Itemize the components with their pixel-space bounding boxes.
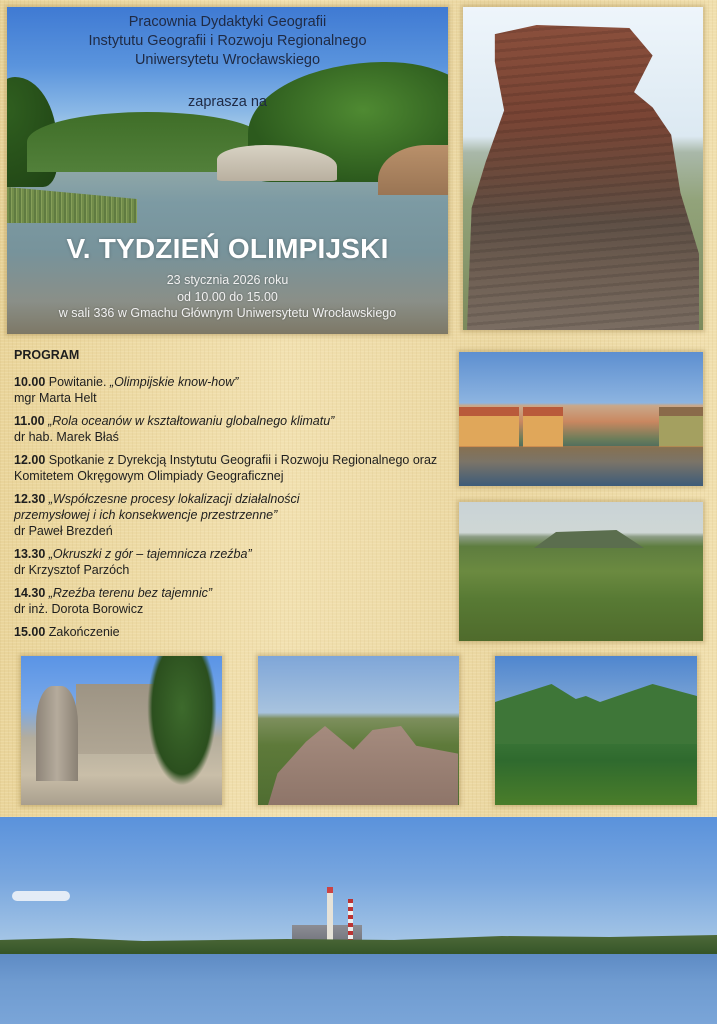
chimney-shape	[327, 887, 333, 947]
event-details	[7, 272, 448, 322]
item-speaker: dr Krzysztof Parzóch	[14, 563, 130, 577]
building-shape	[523, 407, 563, 447]
item-time: 11.00	[14, 414, 45, 428]
castle-photo	[21, 656, 222, 805]
item-time: 14.30	[14, 586, 46, 600]
item-time: 12.30	[14, 492, 46, 506]
mountains-photo	[495, 656, 697, 805]
program-heading: PROGRAM	[14, 348, 80, 362]
item-time: 13.30	[14, 547, 46, 561]
institution-line: Pracownia Dydaktyki Geografii	[128, 14, 327, 30]
program-item	[14, 624, 444, 640]
institution-block	[7, 13, 448, 70]
event-date: 23 stycznia 2026 roku	[166, 273, 289, 287]
table-mountain-shape	[534, 528, 644, 548]
item-talk: „Rola oceanów w kształtowaniu globalnego klimatu”	[48, 414, 335, 428]
power-plant-lake-banner	[0, 817, 717, 1024]
institution-line: Instytutu Geografii i Rozwoju Regionalnego	[88, 33, 367, 49]
event-time: od 10.00 do 15.00	[177, 289, 278, 304]
rock-formation-photo	[463, 7, 703, 330]
water-reflection	[459, 446, 703, 486]
event-title: V. TYDZIEŃ OLIMPIJSKI	[66, 233, 389, 264]
item-talk: „Olimpijskie know-how”	[109, 375, 239, 389]
program-section	[14, 348, 444, 647]
town-waterfront-photo	[459, 352, 703, 486]
item-speaker: dr inż. Dorota Borowicz	[14, 602, 144, 616]
ridge-shape	[495, 684, 697, 744]
building-shape	[659, 407, 703, 447]
item-speaker: mgr Marta Helt	[14, 391, 97, 405]
invite-text: zaprasza na	[188, 94, 267, 110]
institution-line: Uniwersytetu Wrocławskiego	[134, 52, 321, 68]
event-location: w sali 336 w Gmachu Głównym Uniwersytetu Wrocławskiego	[58, 306, 397, 320]
item-talk: „Współczesne procesy lokalizacji działalności przemysłowej i ich konsekwencje przestrzenne”	[14, 492, 300, 522]
tree-shape	[147, 656, 217, 786]
item-time: 12.00	[14, 453, 46, 467]
program-item	[14, 452, 444, 484]
rock-shape	[467, 25, 699, 330]
program-item	[14, 413, 444, 445]
program-item	[14, 374, 444, 406]
item-prefix: Spotkanie z Dyrekcją Instytutu Geografii i Rozwoju Regionalnego oraz Komitetem Okręgowym Olimpiady Geograficznej	[14, 453, 438, 483]
program-item	[14, 546, 444, 578]
reeds-shape	[7, 183, 137, 223]
chimney-shape	[348, 899, 353, 944]
castle-tower-shape	[36, 686, 78, 781]
building-shape	[459, 407, 519, 447]
program-item	[14, 491, 444, 539]
item-talk: „Rzeźba terenu bez tajemnic”	[48, 586, 213, 600]
hero-lake-photo	[7, 7, 448, 334]
program-item	[14, 585, 444, 617]
cloud-shape	[12, 891, 70, 901]
item-time: 10.00	[14, 375, 46, 389]
boulder-shape	[268, 726, 458, 805]
valley-photo	[459, 502, 703, 641]
item-speaker: dr Paweł Brezdeń	[14, 524, 113, 538]
lake-water	[0, 954, 717, 1024]
rock-outcrop-photo	[258, 656, 459, 805]
item-talk: „Okruszki z gór – tajemnicza rzeźba”	[48, 547, 252, 561]
item-prefix: Zakończenie	[45, 625, 120, 639]
item-speaker: dr hab. Marek Błaś	[14, 430, 119, 444]
item-time: 15.00	[14, 625, 46, 639]
item-prefix: Powitanie.	[45, 375, 110, 389]
